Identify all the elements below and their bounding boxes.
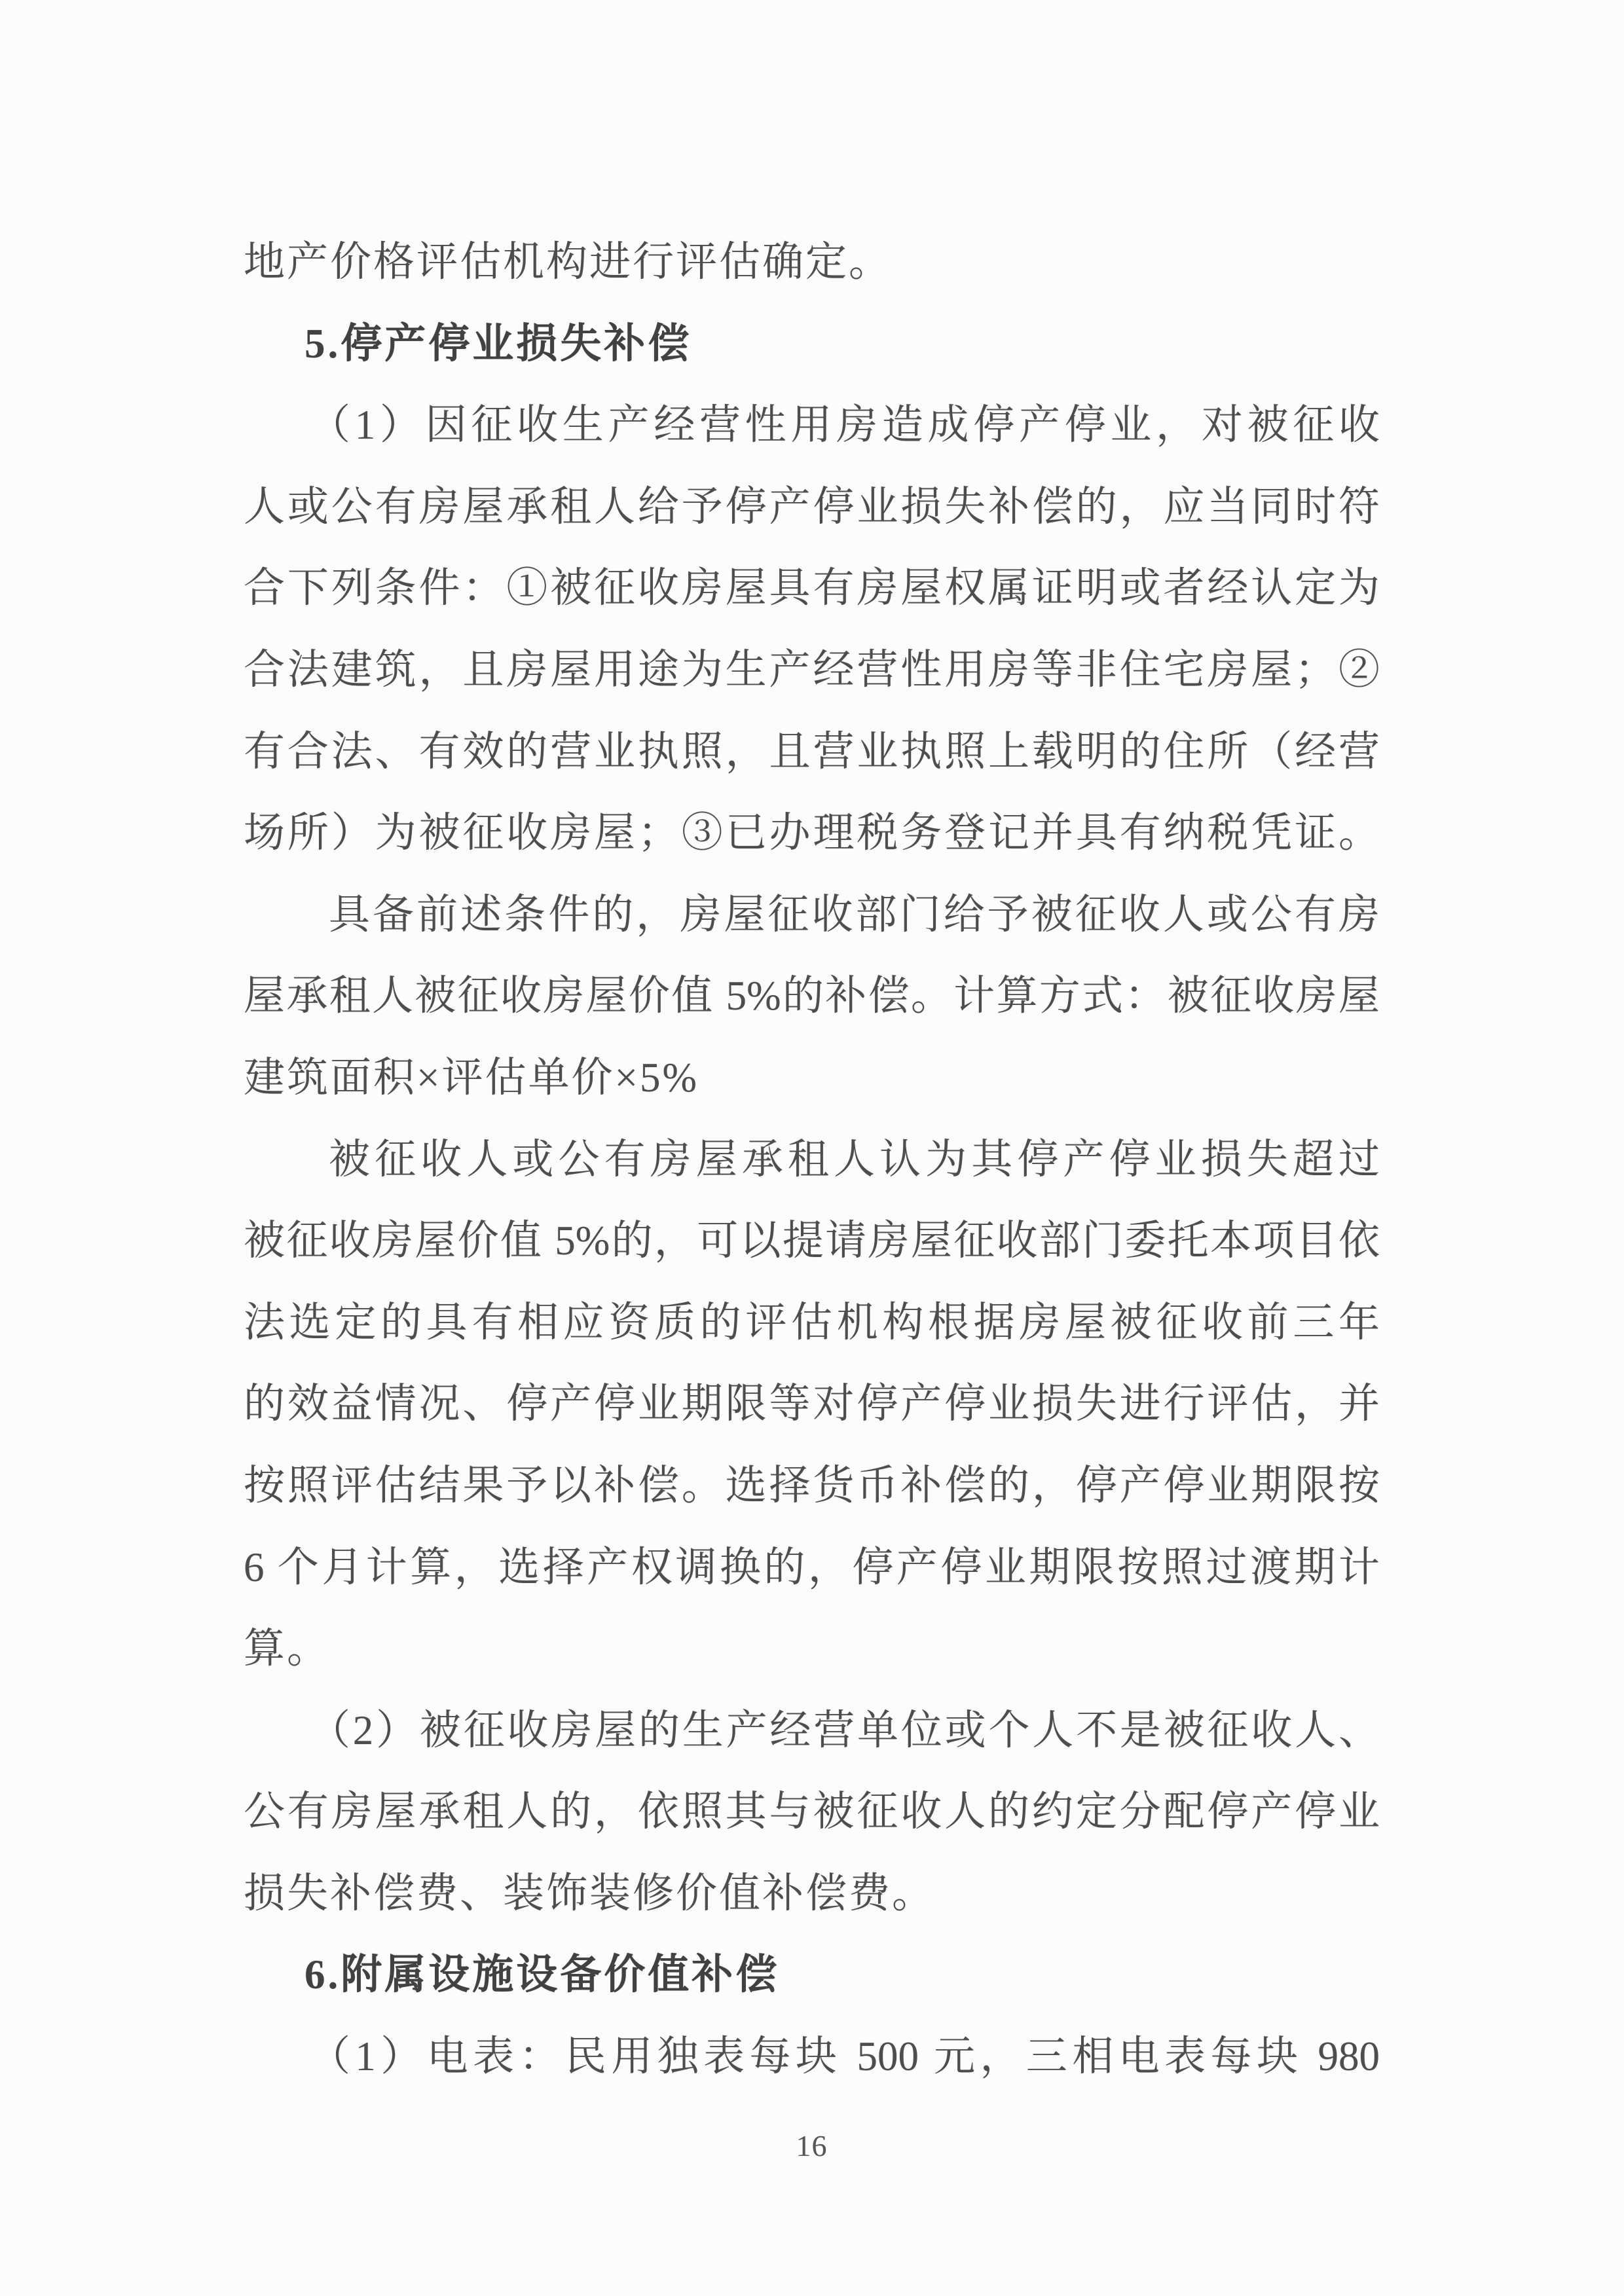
paragraph-line: （1）电表：民用独表每块 500 元，三相电表每块 980 (309, 2033, 1380, 2080)
paragraph-line: 被征收房屋价值 5%的，可以提请房屋征收部门委托本项目依 (244, 1218, 1380, 1264)
paragraph-line: 场所）为被征收房屋；③已办理税务登记并具有纳税凭证。 (244, 810, 1380, 856)
formula-line: 建筑面积×评估单价×5% (244, 1054, 699, 1101)
paragraph-line: （2）被征收房屋的生产经营单位或个人不是被征收人、 (309, 1707, 1380, 1753)
paragraph-line: 合下列条件：①被征收房屋具有房屋权属证明或者经认定为 (244, 565, 1380, 611)
document-body (244, 221, 1380, 2098)
paragraph-line: 被征收人或公有房屋承租人认为其停产停业损失超过 (329, 1136, 1380, 1182)
page-number: 16 (796, 2129, 828, 2162)
paragraph-line: 人或公有房屋承租人给予停产停业损失补偿的，应当同时符 (244, 483, 1380, 530)
paragraph-line: 地产价格评估机构进行评估确定。 (244, 239, 892, 285)
paragraph-line: 公有房屋承租人的，依照其与被征收人的约定分配停产停业 (244, 1789, 1380, 1835)
paragraph-line: 6 个月计算，选择产权调换的，停产停业期限按照过渡期计 (244, 1544, 1380, 1590)
section-heading-5: 5.停产停业损失补偿 (304, 320, 692, 367)
paragraph-line: 具备前述条件的，房屋征收部门给予被征收人或公有房 (329, 891, 1380, 938)
paragraph-line: 的效益情况、停产停业期限等对停产停业损失进行评估，并 (244, 1381, 1380, 1427)
paragraph-line: 有合法、有效的营业执照，且营业执照上载明的住所（经营 (244, 728, 1380, 774)
paragraph-line: 损失补偿费、装饰装修价值补偿费。 (244, 1870, 935, 1916)
section-heading-6: 6.附属设施设备价值补偿 (304, 1952, 780, 1998)
paragraph-line: 算。 (244, 1626, 330, 1672)
paragraph-line: 法选定的具有相应资质的评估机构根据房屋被征收前三年 (244, 1299, 1380, 1345)
paragraph-line: 按照评估结果予以补偿。选择货币补偿的，停产停业期限按 (244, 1462, 1380, 1508)
paragraph-line: 合法建筑，且房屋用途为生产经营性用房等非住宅房屋；② (244, 646, 1380, 693)
paragraph-line: 屋承租人被征收房屋价值 5%的补偿。计算方式：被征收房屋 (244, 973, 1380, 1019)
paragraph-line: （1）因征收生产经营性用房造成停产停业，对被征收 (309, 402, 1380, 448)
